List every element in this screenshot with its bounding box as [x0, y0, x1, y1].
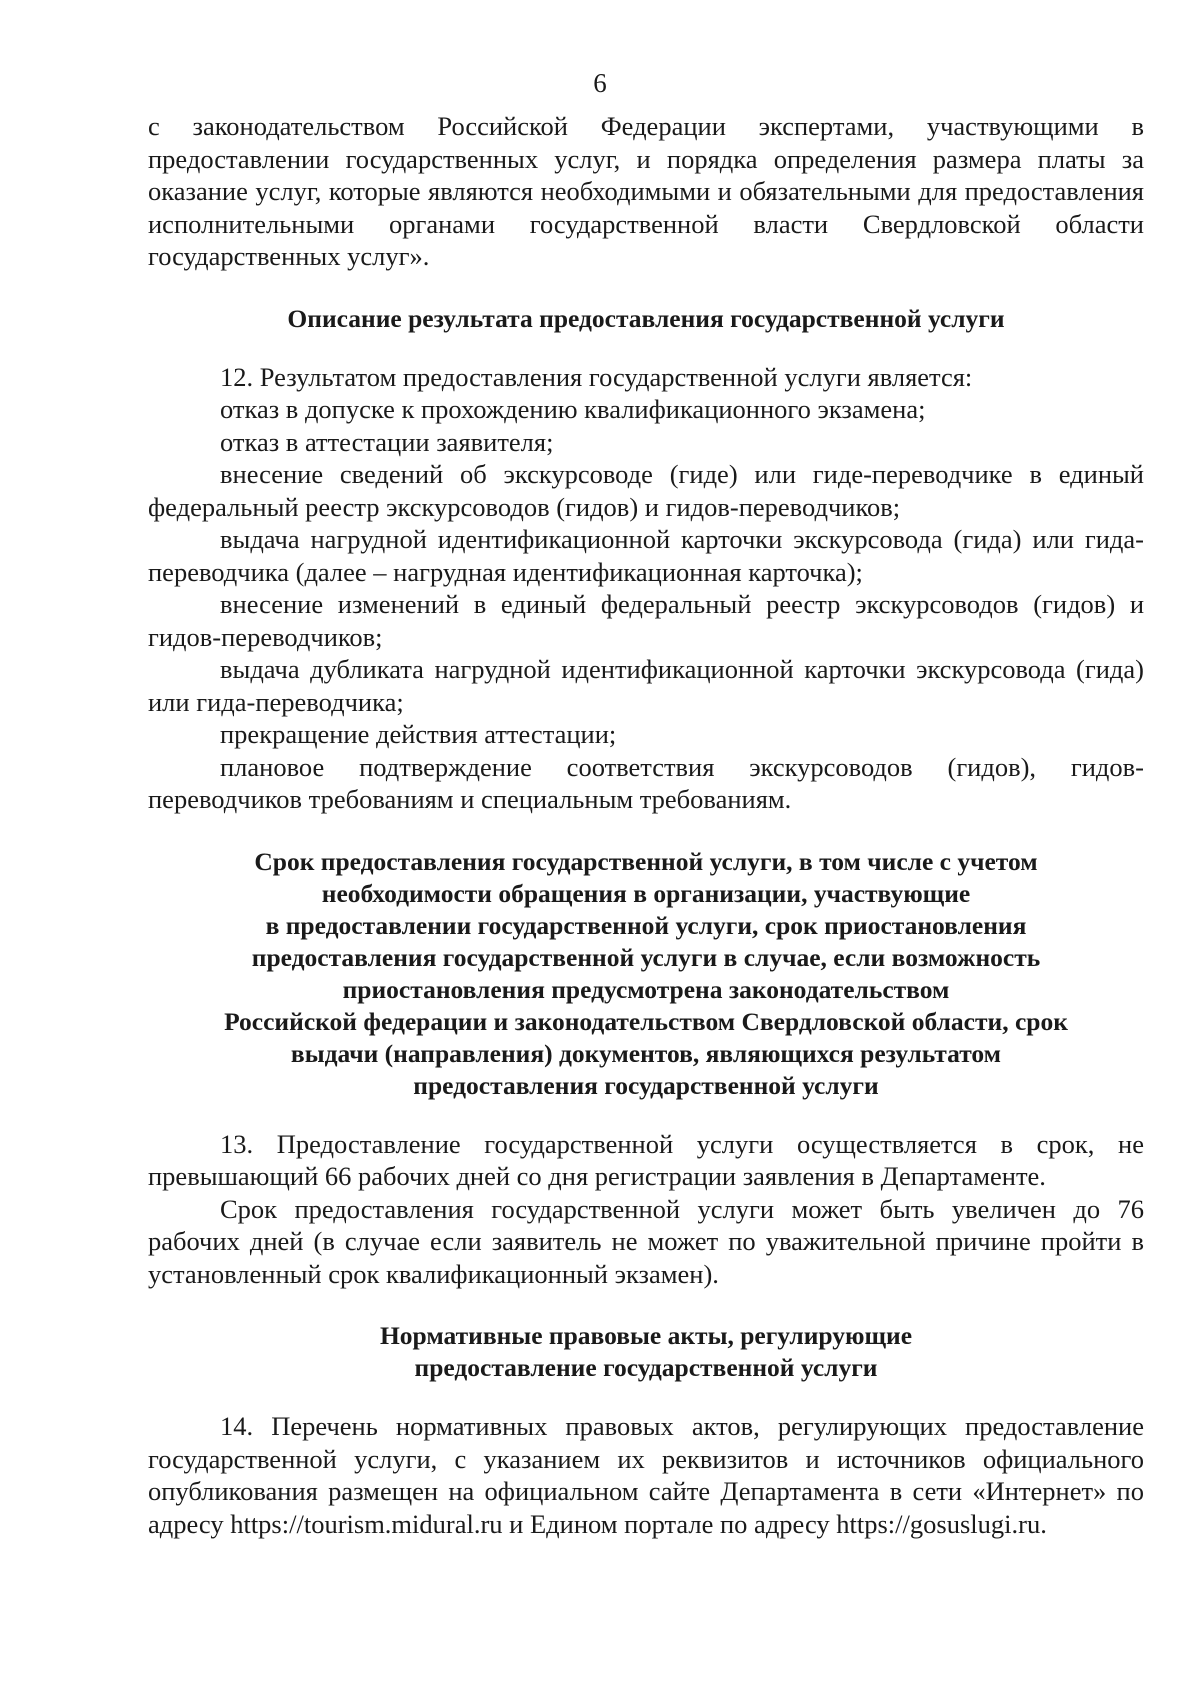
section-heading-term [148, 846, 1144, 1102]
heading-line: необходимости обращения в организации, участвующие [321, 878, 971, 908]
result-item: внесение сведений об экскурсоводе (гиде) или гиде-переводчике в единый федеральный реестр экскурсоводов (гидов) и гидов-переводчиков; [148, 459, 1144, 522]
term-item: 13. Предоставление государственной услуги осуществляется в срок, не превышающий 66 рабочих дней со дня регистрации заявления в Департаменте. [148, 1128, 1144, 1191]
acts-item: 14. Перечень нормативных правовых актов, регулирующих предоставление государственной услуги, с указанием их реквизитов и источников официального опубликования размещен на официальном сайте Департамента в сети «Интернет» по адресу https://tourism.midural.ru и Едином портале по адресу https://gosuslugi.ru. [148, 1411, 1144, 1539]
result-item: выдача дубликата нагрудной идентификационной карточки экскурсовода (гида) или гида-переводчика; [148, 654, 1144, 717]
result-item: отказ в допуске к прохождению квалификационного экзамена; [220, 394, 926, 424]
section-heading-result: Описание результата предоставления государственной услуги [287, 303, 1005, 333]
heading-line: выдачи (направления) документов, являющихся результатом [290, 1038, 1002, 1068]
result-item: плановое подтверждение соответствия экскурсоводов (гидов), гидов-переводчиков требованиям и специальным требованиям. [148, 751, 1144, 814]
term-item: Срок предоставления государственной услуги может быть увеличен до 76 рабочих дней (в случае если заявитель не может по уважительной причине пройти в установленный срок квалификационный экзамен). [148, 1193, 1144, 1289]
heading-line: предоставление государственной услуги [414, 1353, 878, 1382]
heading-line: предоставления государственной услуги в случае, если возможность [251, 942, 1041, 972]
result-item: 12. Результатом предоставления государственной услуги является: [220, 361, 973, 392]
intro-paragraph: с законодательством Российской Федерации экспертами, участвующими в предоставлении государственных услуг, и порядка определения размера платы за оказание услуг, которые являются необходимыми и обязательными для предоставления исполнительными органами государственной власти Свердловской области государственных услуг». [148, 111, 1144, 271]
document-body [148, 110, 1144, 1540]
result-item: внесение изменений в единый федеральный реестр экскурсоводов (гидов) и гидов-переводчиков; [148, 589, 1144, 652]
section-heading-acts [148, 1320, 1144, 1384]
heading-line: приостановления предусмотрена законодательством [342, 974, 950, 1004]
result-item: отказ в аттестации заявителя; [220, 426, 554, 457]
heading-line: предоставления государственной услуги [413, 1070, 879, 1100]
heading-line: Нормативные правовые акты, регулирующие [379, 1321, 913, 1350]
heading-line: Срок предоставления государственной услуги, в том числе с учетом [254, 846, 1038, 876]
heading-line: в предоставлении государственной услуги, срок приостановления [265, 910, 1027, 940]
heading-line: Российской федерации и законодательством Свердловской области, срок [224, 1006, 1068, 1036]
result-item: прекращение действия аттестации; [220, 719, 617, 749]
result-item: выдача нагрудной идентификационной карточки экскурсовода (гида) или гида-переводчика (далее – нагрудная идентификационная карточка); [148, 524, 1144, 587]
page-number: 6 [593, 68, 607, 98]
